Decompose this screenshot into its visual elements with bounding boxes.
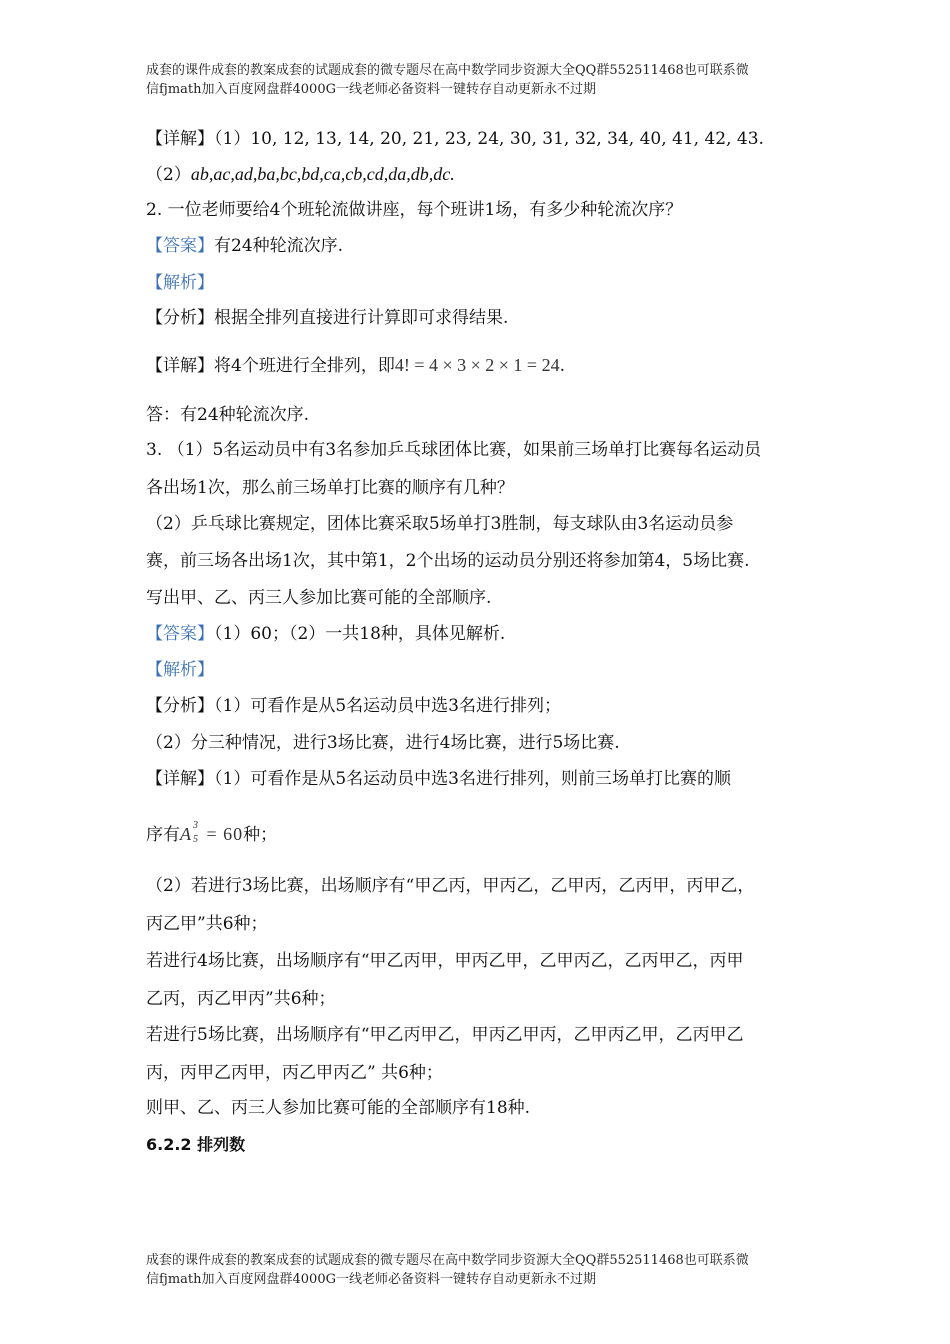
q2-jiexi-tag: 【解析】 — [146, 273, 214, 293]
answer-text: （1）60；（2）一共18种，具体见解析. — [214, 624, 506, 644]
part-label: （2） — [146, 165, 191, 185]
analysis-tag: 【分析】 — [146, 696, 214, 716]
letter-pairs: ab,ac,ad,ba,bc,bd,ca,cb,cd,da,db,dc. — [190, 164, 455, 184]
q2-analysis — [146, 306, 508, 330]
page-footer — [146, 1251, 826, 1289]
q3-case-3-line-1: （2）若进行3场比赛，出场顺序有“甲乙丙，甲丙乙，乙甲丙，乙丙甲，丙甲乙， — [146, 876, 755, 896]
answer-tag: 【答案】 — [146, 236, 214, 256]
detail-tag: 【详解】 — [146, 129, 214, 149]
answer-text: 有24种轮流次序. — [214, 236, 344, 256]
detail-text: （1）10, 12, 13, 14, 20, 21, 23, 24, 30, 31, 32, 34, 40, 41, 42, 43. — [214, 129, 764, 149]
detail-text: 序有 — [146, 825, 180, 845]
question-3-line-1: 3. （1）5名运动员中有3名参加乒乓球团体比赛，如果前三场单打比赛每名运动员 — [146, 440, 762, 460]
q3-detail — [146, 767, 731, 791]
q3-case-5-line-1: 若进行5场比赛，出场顺序有“甲乙丙甲乙，甲丙乙甲丙，乙甲丙乙甲，乙丙甲乙 — [146, 1025, 744, 1045]
q3-case-4-line-1: 若进行4场比赛，出场顺序有“甲乙丙甲，甲丙乙甲，乙甲丙乙，乙丙甲乙，丙甲 — [146, 951, 744, 971]
detail-text: 将4个班进行全排列，即 — [214, 356, 395, 376]
q2-conclusion: 答：有24种轮流次序. — [146, 405, 310, 425]
analysis-text: 根据全排列直接进行计算即可求得结果. — [214, 308, 509, 328]
q3-case-3-line-2: 丙乙甲”共6种； — [146, 914, 268, 934]
question-3-line-2: 各出场1次，那么前三场单打比赛的顺序有几种？ — [146, 478, 514, 498]
question-3-line-5: 写出甲、乙、丙三人参加比赛可能的全部顺序. — [146, 588, 492, 608]
q3-analysis-2: （2）分三种情况，进行3场比赛，进行4场比赛，进行5场比赛. — [146, 733, 620, 753]
footer-line-1: 成套的课件成套的教案成套的试题成套的微专题尽在高中数学同步资源大全QQ群552511468也可联系微 — [146, 1253, 749, 1268]
footer-line-2: 信fjmath加入百度网盘群4000G一线老师必备资料一键转存自动更新永不过期 — [146, 1272, 596, 1287]
question-3-line-3: （2）乒乓球比赛规定，团体比赛采取5场单打3胜制，每支球队由3名运动员参 — [146, 514, 734, 534]
permutation-formula: A 3 5 = 60 — [180, 820, 244, 845]
q3-analysis — [146, 694, 561, 718]
detail-answer-1 — [146, 127, 764, 151]
header-line-1: 成套的课件成套的教案成套的试题成套的微专题尽在高中数学同步资源大全QQ群552511468也可联系微 — [146, 63, 749, 78]
q3-case-4-line-2: 乙丙，丙乙甲丙”共6种； — [146, 989, 336, 1009]
q3-total: 则甲、乙、丙三人参加比赛可能的全部顺序有18种. — [146, 1098, 531, 1118]
q3-jiexi-tag: 【解析】 — [146, 660, 214, 680]
factorial-formula: 4! = 4 × 3 × 2 × 1 = 24 — [394, 355, 560, 375]
q3-detail-2 — [146, 822, 277, 847]
detail-answer-2 — [146, 162, 455, 187]
detail-text: （1）可看作是从5名运动员中选3名进行排列，则前三场单打比赛的顺 — [214, 769, 731, 789]
analysis-text: （1）可看作是从5名运动员中选3名进行排列； — [214, 696, 561, 716]
section-title: 6.2.2 排列数 — [146, 1135, 246, 1154]
q3-answer — [146, 622, 505, 646]
question-3-line-4: 赛，前三场各出场1次，其中第1，2个出场的运动员分别还将参加第4，5场比赛. — [146, 551, 750, 571]
detail-end: 种； — [243, 825, 278, 845]
header-line-2: 信fjmath加入百度网盘群4000G一线老师必备资料一键转存自动更新永不过期 — [146, 82, 596, 97]
q3-case-5-line-2: 丙，丙甲乙丙甲，丙乙甲丙乙” 共6种； — [146, 1063, 443, 1083]
page-header — [146, 61, 826, 99]
detail-tag: 【详解】 — [146, 356, 214, 376]
detail-end: . — [559, 356, 565, 376]
detail-tag: 【详解】 — [146, 769, 214, 789]
question-2: 2. 一位老师要给4个班轮流做讲座，每个班讲1场，有多少种轮流次序？ — [146, 200, 683, 220]
analysis-tag: 【分析】 — [146, 308, 214, 328]
answer-tag: 【答案】 — [146, 624, 214, 644]
q2-answer — [146, 234, 343, 258]
q2-detail — [146, 353, 565, 378]
